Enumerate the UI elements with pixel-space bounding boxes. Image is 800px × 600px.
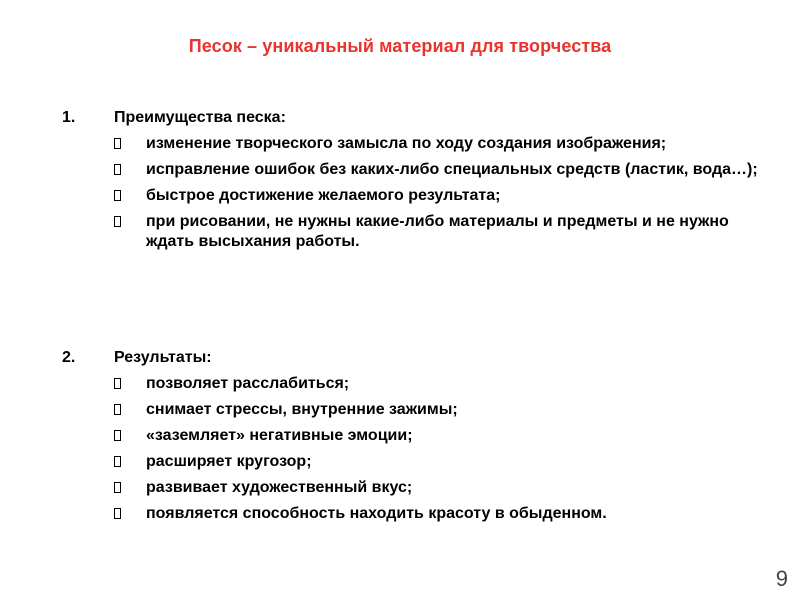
checkbox-bullet-icon bbox=[114, 216, 121, 227]
page-number: 9 bbox=[775, 566, 788, 591]
list-item bbox=[62, 134, 762, 154]
results-list bbox=[62, 374, 762, 524]
section-label: Преимущества песка: bbox=[114, 109, 286, 126]
checkbox-bullet-icon bbox=[114, 430, 121, 441]
section-number: 1. bbox=[62, 109, 76, 126]
list-item-text: изменение творческого замысла по ходу создания изображения; bbox=[146, 135, 667, 152]
list-item-text: при рисовании, не нужны какие-либо материалы и предметы и не нужно ждать высыхания работы. bbox=[146, 213, 729, 250]
section-heading bbox=[62, 108, 762, 132]
checkbox-bullet-icon bbox=[114, 404, 121, 415]
section-heading bbox=[62, 348, 762, 372]
section-number: 2. bbox=[62, 349, 76, 366]
list-item bbox=[62, 426, 762, 446]
section-results bbox=[62, 348, 762, 530]
list-item bbox=[62, 186, 762, 206]
list-item bbox=[62, 160, 762, 180]
list-item bbox=[62, 478, 762, 498]
list-item-text: появляется способность находить красоту в обыденном. bbox=[146, 505, 607, 522]
checkbox-bullet-icon bbox=[114, 190, 121, 201]
checkbox-bullet-icon bbox=[114, 456, 121, 467]
list-item-text: исправление ошибок без каких-либо специальных средств (ластик, вода…); bbox=[146, 161, 758, 178]
checkbox-bullet-icon bbox=[114, 164, 121, 175]
list-item bbox=[62, 400, 762, 420]
list-item bbox=[62, 504, 762, 524]
list-item-text: расширяет кругозор; bbox=[146, 453, 312, 470]
list-item-text: «заземляет» негативные эмоции; bbox=[146, 427, 413, 444]
checkbox-bullet-icon bbox=[114, 378, 121, 389]
section-label: Результаты: bbox=[114, 349, 212, 366]
checkbox-bullet-icon bbox=[114, 482, 121, 493]
list-item-text: снимает стрессы, внутренние зажимы; bbox=[146, 401, 458, 418]
list-item-text: быстрое достижение желаемого результата; bbox=[146, 187, 501, 204]
list-item bbox=[62, 374, 762, 394]
checkbox-bullet-icon bbox=[114, 508, 121, 519]
advantages-list bbox=[62, 134, 762, 252]
list-item-text: позволяет расслабиться; bbox=[146, 375, 350, 392]
slide-title: Песок – уникальный материал для творчества bbox=[188, 36, 612, 56]
list-item bbox=[62, 452, 762, 472]
list-item bbox=[62, 212, 762, 252]
section-advantages bbox=[62, 108, 762, 258]
list-item-text: развивает художественный вкус; bbox=[146, 479, 413, 496]
checkbox-bullet-icon bbox=[114, 138, 121, 149]
